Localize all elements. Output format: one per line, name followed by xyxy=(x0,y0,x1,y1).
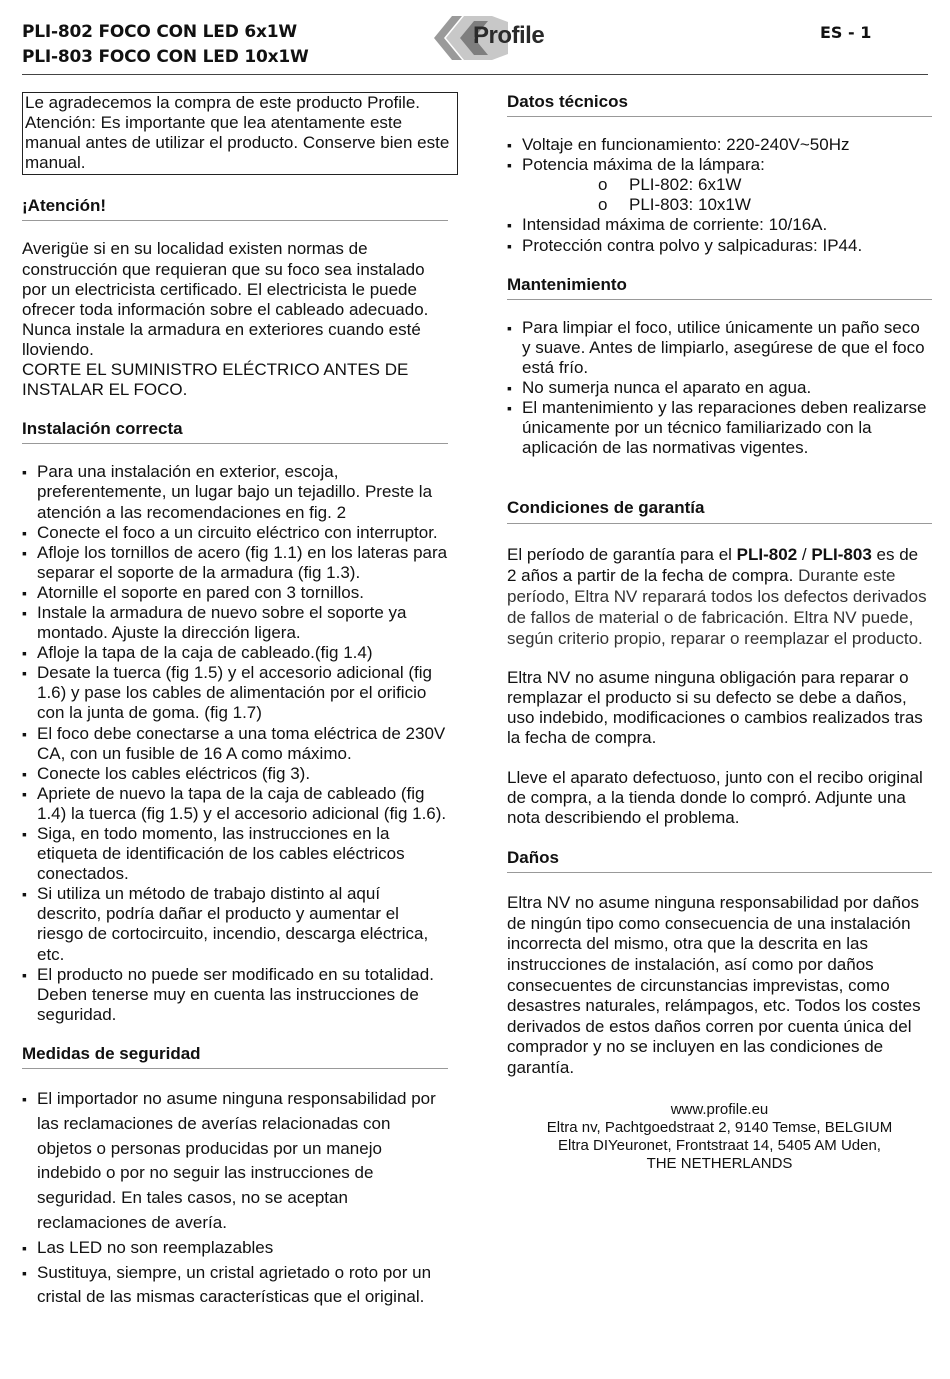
list-item: ▪ Las LED no son reemplazables xyxy=(22,1236,448,1261)
intro-text: Le agradecemos la compra de este producto Profile. Atención: Es importante que lea atentamente este manual antes de utilizar el producto. Conserve bien este manual. xyxy=(25,93,450,173)
list-item: ▪ Para limpiar el foco, utilice únicamente un paño seco y suave. Antes de limpiarlo, asegúrese de que el foco está frío. xyxy=(507,318,932,378)
list-item: ▪ Si utiliza un método de trabajo distinto al aquí descrito, podría dañar el producto y aumentar el riesgo de cortocircuito, incendio, descarga eléctrica, etc. xyxy=(22,884,448,964)
garantia-paragraph-3: Lleve el aparato defectuoso, junto con el recibo original de compra, a la tienda donde lo compró. Adjunte una nota describiendo el problema. xyxy=(507,767,923,828)
power-sublist xyxy=(507,175,932,215)
footer xyxy=(507,1101,932,1173)
intro-box xyxy=(22,92,458,175)
list-item: ▪ Instale la armadura de nuevo sobre el soporte ya montado. Ajuste la dirección ligera. xyxy=(22,603,448,643)
page-code: ES - 1 xyxy=(820,23,872,42)
list-item: ▪ Apriete de nuevo la tapa de la caja de cableado (fig 1.4) la tuerca (fig 1.5) y el accesorio adicional (fig 1.6). xyxy=(22,784,448,824)
garantia-text: El período de garantía para el xyxy=(507,544,737,564)
list-item: ▪ Intensidad máxima de corriente: 10/16A. xyxy=(507,215,932,235)
list-item: ▪ Sustituya, siempre, un cristal agrietado o roto por un cristal de las mismas características que el original. xyxy=(22,1261,448,1311)
list-item: ▪ Atornille el soporte en pared con 3 tornillos. xyxy=(22,583,448,603)
list-item: ▪ Siga, en todo momento, las instrucciones en la etiqueta de identificación de los cables eléctricos conectados. xyxy=(22,824,448,884)
header-rule xyxy=(22,74,928,75)
list-item: ▪ Afloje la tapa de la caja de cableado.(fig 1.4) xyxy=(22,643,448,663)
list-item: ▪ Protección contra polvo y salpicaduras: IP44. xyxy=(507,236,932,256)
right-column xyxy=(507,92,932,1173)
list-item: ▪ Conecte los cables eléctricos (fig 3). xyxy=(22,764,448,784)
website-link[interactable]: www.profile.eu xyxy=(670,1100,769,1118)
garantia-paragraph-2: Eltra NV no asume ninguna obligación para reparar o remplazar el producto si su defecto se debe a daños, uso indebido, modificaciones o cambios realizados tras la fecha de compra. xyxy=(507,667,923,747)
power-label: Potencia máxima de la lámpara: xyxy=(522,155,765,175)
separator: / xyxy=(797,544,812,564)
list-item: ▪ Para una instalación en exterior, escoja, preferentemente, un lugar bajo un tejadillo. Preste la atención a las recomendaciones en fig. 2 xyxy=(22,462,448,522)
left-column xyxy=(22,92,448,1310)
mantenimiento-list xyxy=(507,318,932,459)
list-item: ▪ Afloje los tornillos de acero (fig 1.1) en los lateras para separar el soporte de la armadura (fig 1.3). xyxy=(22,543,448,583)
instalacion-list xyxy=(22,462,448,1025)
garantia-paragraph-1 xyxy=(507,544,932,649)
page-header xyxy=(0,0,950,74)
model-name: PLI-803 xyxy=(811,544,872,564)
list-item: ▪ El mantenimiento y las reparaciones deben realizarse únicamente por un técnico familiarizado con la aplicación de las normativas vigentes. xyxy=(507,398,932,458)
product-title-2: PLI-803 FOCO CON LED 10x1W xyxy=(22,47,309,67)
product-title-1: PLI-802 FOCO CON LED 6x1W xyxy=(22,22,297,42)
seguridad-list xyxy=(22,1087,448,1310)
danos-body: Eltra NV no asume ninguna responsabilidad por daños de ningún tipo como consecuencia de una instalación incorrecta del mismo, otra que la descrita en las instrucciones de instalación, así como por daños consecuentes de circunstancias imprevistas, como desastres naturales, relámpagos, etc. Todos los costes derivados de estos daños corren por cuenta única del comprador y no se incluyen en las condiciones de garantía. xyxy=(507,893,921,1077)
model-name: PLI-802 xyxy=(736,544,798,564)
list-item xyxy=(507,155,932,175)
garantia-text: es de 2 años a partir de la fecha de compra. xyxy=(507,544,919,585)
section-heading-danos: Daños xyxy=(507,848,932,873)
list-item: ▪ Voltaje en funcionamiento: 220-240V~50Hz xyxy=(507,135,932,155)
list-item: ▪ Desate la tuerca (fig 1.5) y el accesorio adicional (fig 1.6) y pase los cables de alimentación por el orificio con la junta de goma. (fig 1.7) xyxy=(22,663,448,723)
atencion-warning: CORTE EL SUMINISTRO ELÉCTRICO ANTES DE INSTALAR EL FOCO. xyxy=(22,360,409,400)
section-heading-mantenimiento: Mantenimiento xyxy=(507,275,932,300)
sub-list-item: o PLI-803: 10x1W xyxy=(507,195,932,215)
address-line: Eltra DIYeuronet, Frontstraat 14, 5405 AM Uden, xyxy=(558,1136,881,1154)
section-heading-atencion: ¡Atención! xyxy=(22,196,448,221)
section-heading-garantia: Condiciones de garantía xyxy=(507,498,932,523)
datos-list-2 xyxy=(507,215,932,255)
list-item: ▪ El producto no puede ser modificado en su totalidad. Deben tenerse muy en cuenta las instrucciones de seguridad. xyxy=(22,965,448,1025)
logo-text: Profile xyxy=(473,22,545,49)
address-line: Eltra nv, Pachtgoedstraat 2, 9140 Temse, BELGIUM xyxy=(546,1118,893,1136)
section-heading-instalacion: Instalación correcta xyxy=(22,419,448,444)
garantia-text: Durante este período, Eltra NV reparará todos los defectos derivados de fallos de material o de fabricación. Eltra NV puede, según criterio propio, reparar o reemplazar el producto. xyxy=(507,565,927,648)
list-item: ▪ Conecte el foco a un circuito eléctrico con interruptor. xyxy=(22,523,448,543)
list-item: ▪ El importador no asume ninguna responsabilidad por las reclamaciones de averías relacionadas con objetos o personas producidas por un manejo indebido o por no seguir las instrucciones de seguridad. En tales casos, no se aceptan reclamaciones de avería. xyxy=(22,1087,448,1236)
atencion-body: Averigüe si en su localidad existen normas de construcción que requieran que su foco sea instalado por un electricista certificado. El electricista le puede ofrecer toda información sobre el cableado adecuado. Nunca instale la armadura en exteriores cuando esté lloviendo. xyxy=(22,239,429,359)
section-heading-datos: Datos técnicos xyxy=(507,92,932,117)
section-heading-seguridad: Medidas de seguridad xyxy=(22,1044,448,1069)
sub-list-item: o PLI-802: 6x1W xyxy=(507,175,932,195)
datos-list xyxy=(507,135,932,175)
list-item: ▪ No sumerja nunca el aparato en agua. xyxy=(507,378,932,398)
list-item: ▪ El foco debe conectarse a una toma eléctrica de 230V CA, con un fusible de 16 A como máximo. xyxy=(22,724,448,764)
address-line: THE NETHERLANDS xyxy=(646,1154,793,1172)
